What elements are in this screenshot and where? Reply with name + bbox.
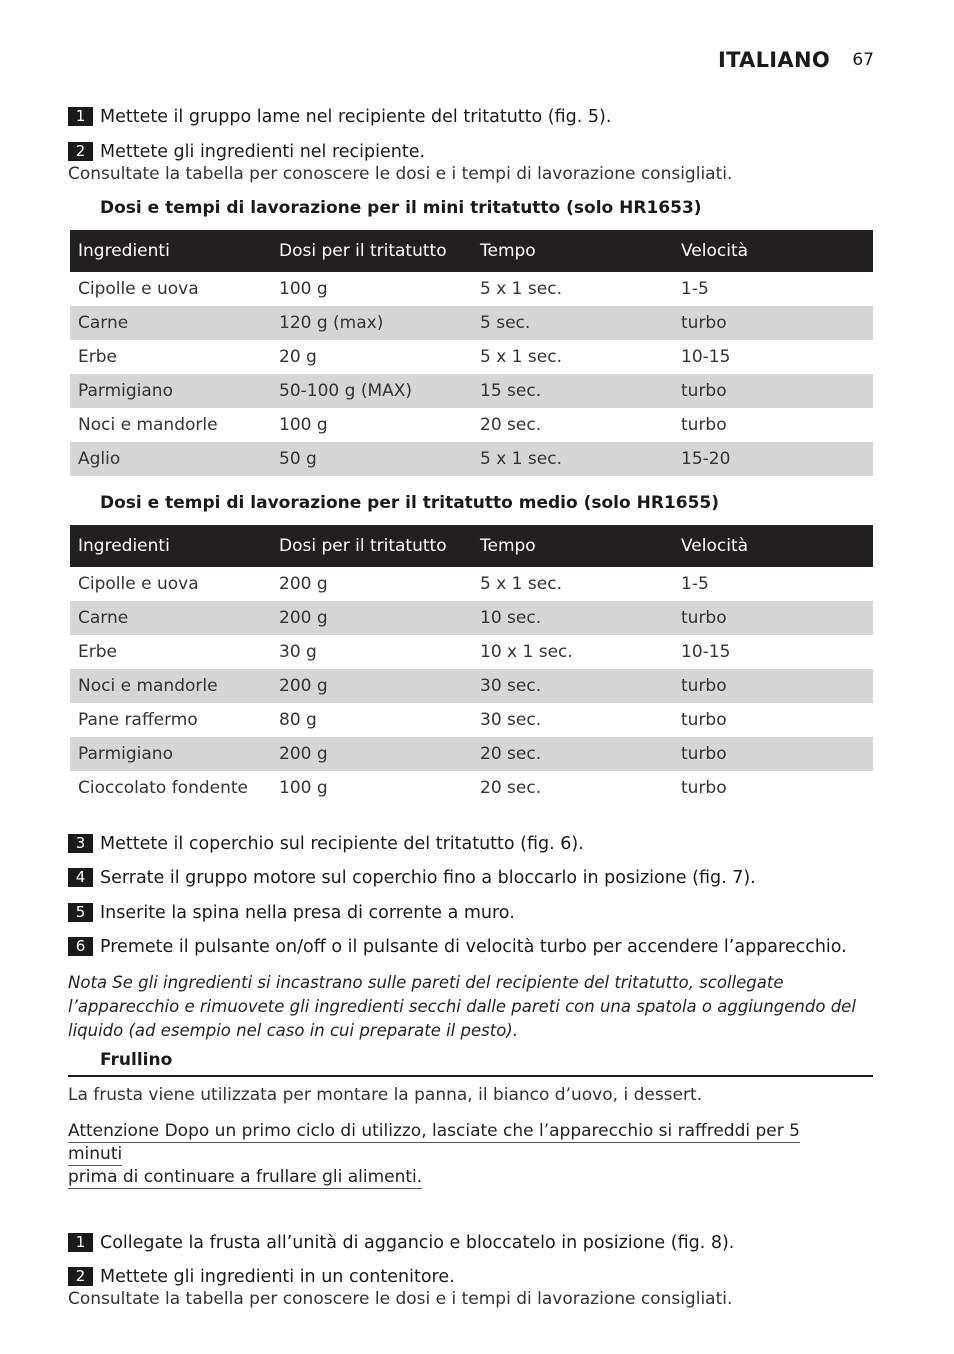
consult-text: Consultate la tabella per conoscere le dosi e i tempi di lavorazione consigliati. — [68, 164, 733, 184]
table-cell: Parmigiano — [70, 737, 271, 771]
table-cell: 80 g — [279, 710, 317, 730]
step-text: Mettete gli ingredienti nel recipiente. — [100, 142, 426, 162]
step-3 — [68, 834, 584, 854]
table-cell: turbo — [681, 415, 727, 435]
step-text: Inserite la spina nella presa di corrente a muro. — [100, 903, 515, 923]
step-1 — [68, 107, 611, 127]
attention-line-1: Attenzione Dopo un primo ciclo di utilizzo, lasciate che l’apparecchio si raffreddi per 5 minuti — [68, 1121, 800, 1164]
table-row — [70, 374, 873, 408]
language-label: ITALIANO — [717, 48, 830, 72]
table-row — [70, 601, 873, 635]
step-number-badge: 5 — [68, 903, 93, 922]
table-cell: 5 x 1 sec. — [480, 347, 562, 367]
attention-line-2: prima di continuare a frullare gli alimenti. — [68, 1167, 423, 1187]
table-cell: 10-15 — [681, 347, 731, 367]
step-number-badge: 1 — [68, 1233, 93, 1252]
table-row — [70, 771, 873, 805]
table-cell: turbo — [673, 601, 873, 635]
table-cell: 30 sec. — [472, 669, 673, 703]
table-cell: turbo — [673, 306, 873, 340]
table-cell: 100 g — [279, 415, 328, 435]
table1-title: Dosi e tempi di lavorazione per il mini tritatutto (solo HR1653) — [100, 198, 702, 218]
table-cell: 50 g — [271, 442, 472, 476]
step-4 — [68, 868, 756, 888]
column-header: Dosi per il tritatutto — [271, 525, 472, 567]
table-row — [70, 703, 873, 737]
column-header: Velocità — [673, 230, 873, 272]
step-text: Mettete gli ingredienti in un contenitore. — [100, 1267, 455, 1287]
table-cell: 1-5 — [681, 279, 709, 299]
table-cell: 15 sec. — [472, 374, 673, 408]
table-cell: 200 g — [271, 601, 472, 635]
consult-text: Consultate la tabella per conoscere le dosi e i tempi di lavorazione consigliati. — [68, 1289, 733, 1309]
table-cell: turbo — [673, 669, 873, 703]
step-2 — [68, 142, 425, 162]
table-header-row — [70, 525, 873, 567]
table-cell: Cioccolato fondente — [78, 778, 249, 798]
table-row — [70, 272, 873, 306]
table-cell: 1-5 — [681, 574, 709, 594]
page-number: 67 — [852, 50, 874, 70]
table-cell: 20 sec. — [472, 737, 673, 771]
step-text: Serrate il gruppo motore sul coperchio fino a bloccarlo in posizione (fig. 7). — [100, 868, 756, 888]
step-frullino-2 — [68, 1267, 455, 1287]
table-header-row — [70, 230, 873, 272]
table-cell: Erbe — [78, 347, 117, 367]
table-cell: 200 g — [279, 574, 328, 594]
step-number-badge: 2 — [68, 142, 93, 161]
table-cell: 30 sec. — [480, 710, 542, 730]
table-row — [70, 669, 873, 703]
column-header: Dosi per il tritatutto — [271, 230, 472, 272]
table-cell: 5 x 1 sec. — [472, 442, 673, 476]
table-row — [70, 340, 873, 374]
table-cell: 10-15 — [681, 642, 731, 662]
table-cell: 100 g — [279, 279, 328, 299]
table-cell: 10 x 1 sec. — [480, 642, 573, 662]
table-cell: Cipolle e uova — [78, 279, 199, 299]
table-row — [70, 408, 873, 442]
step-frullino-1 — [68, 1233, 734, 1253]
table-cell: Carne — [70, 306, 271, 340]
table-cell: 10 sec. — [472, 601, 673, 635]
table-row — [70, 567, 873, 601]
table-cell: turbo — [673, 374, 873, 408]
section-divider — [68, 1075, 873, 1077]
table-row — [70, 737, 873, 771]
table-medium-chopper — [70, 525, 873, 805]
step-text: Mettete il gruppo lame nel recipiente del tritatutto (fig. 5). — [100, 107, 612, 127]
column-header: Ingredienti — [70, 525, 271, 567]
table-cell: Parmigiano — [70, 374, 271, 408]
table-cell: 50-100 g (MAX) — [271, 374, 472, 408]
column-header: Velocità — [673, 525, 873, 567]
table-cell: Cipolle e uova — [78, 574, 199, 594]
table-cell: Noci e mandorle — [78, 415, 218, 435]
table-cell: turbo — [681, 778, 727, 798]
table-row — [70, 635, 873, 669]
column-header: Tempo — [472, 230, 673, 272]
step-text: Mettete il coperchio sul recipiente del tritatutto (fig. 6). — [100, 834, 584, 854]
table-cell: 200 g — [271, 737, 472, 771]
table-cell: Noci e mandorle — [70, 669, 271, 703]
step-number-badge: 6 — [68, 937, 93, 956]
table-row — [70, 442, 873, 476]
step-number-badge: 1 — [68, 107, 93, 126]
table-cell: 15-20 — [673, 442, 873, 476]
step-5 — [68, 903, 515, 923]
step-6 — [68, 937, 847, 957]
table2-title: Dosi e tempi di lavorazione per il tritatutto medio (solo HR1655) — [100, 493, 719, 513]
step-text: Premete il pulsante on/off o il pulsante di velocità turbo per accendere l’apparecchio. — [100, 937, 847, 957]
section-heading-frullino: Frullino — [100, 1050, 173, 1070]
table-cell: 20 g — [279, 347, 317, 367]
table-cell: 20 sec. — [480, 415, 542, 435]
step-number-badge: 2 — [68, 1267, 93, 1286]
note-paragraph: Nota Se gli ingredienti si incastrano sulle pareti del recipiente del tritatutto, scollegate l’apparecchio e rimuovete gli ingredienti secchi dalle pareti con una spatola o aggiungendo del liquido (ad esempio nel caso in cui preparate il pesto). — [68, 973, 856, 1040]
column-header: Tempo — [472, 525, 673, 567]
table-cell: Erbe — [78, 642, 117, 662]
table-row — [70, 306, 873, 340]
attention-notice — [68, 1120, 858, 1189]
table-cell: 100 g — [279, 778, 328, 798]
step-number-badge: 3 — [68, 834, 93, 853]
step-number-badge: 4 — [68, 868, 93, 887]
table-cell: Pane raffermo — [78, 710, 198, 730]
table-cell: 120 g (max) — [271, 306, 472, 340]
table-cell: 5 x 1 sec. — [480, 279, 562, 299]
column-header: Ingredienti — [70, 230, 271, 272]
table-cell: 5 x 1 sec. — [480, 574, 562, 594]
table-cell: 200 g — [271, 669, 472, 703]
table-cell: turbo — [681, 710, 727, 730]
table-cell: turbo — [673, 737, 873, 771]
table-cell: 30 g — [279, 642, 317, 662]
table-cell: 20 sec. — [480, 778, 542, 798]
step-text: Collegate la frusta all’unità di aggancio e bloccatelo in posizione (fig. 8). — [100, 1233, 735, 1253]
table-cell: Carne — [70, 601, 271, 635]
table-cell: 5 sec. — [472, 306, 673, 340]
table-cell: Aglio — [70, 442, 271, 476]
frullino-intro: La frusta viene utilizzata per montare la panna, il bianco d’uovo, i dessert. — [68, 1085, 703, 1105]
table-mini-chopper — [70, 230, 873, 476]
